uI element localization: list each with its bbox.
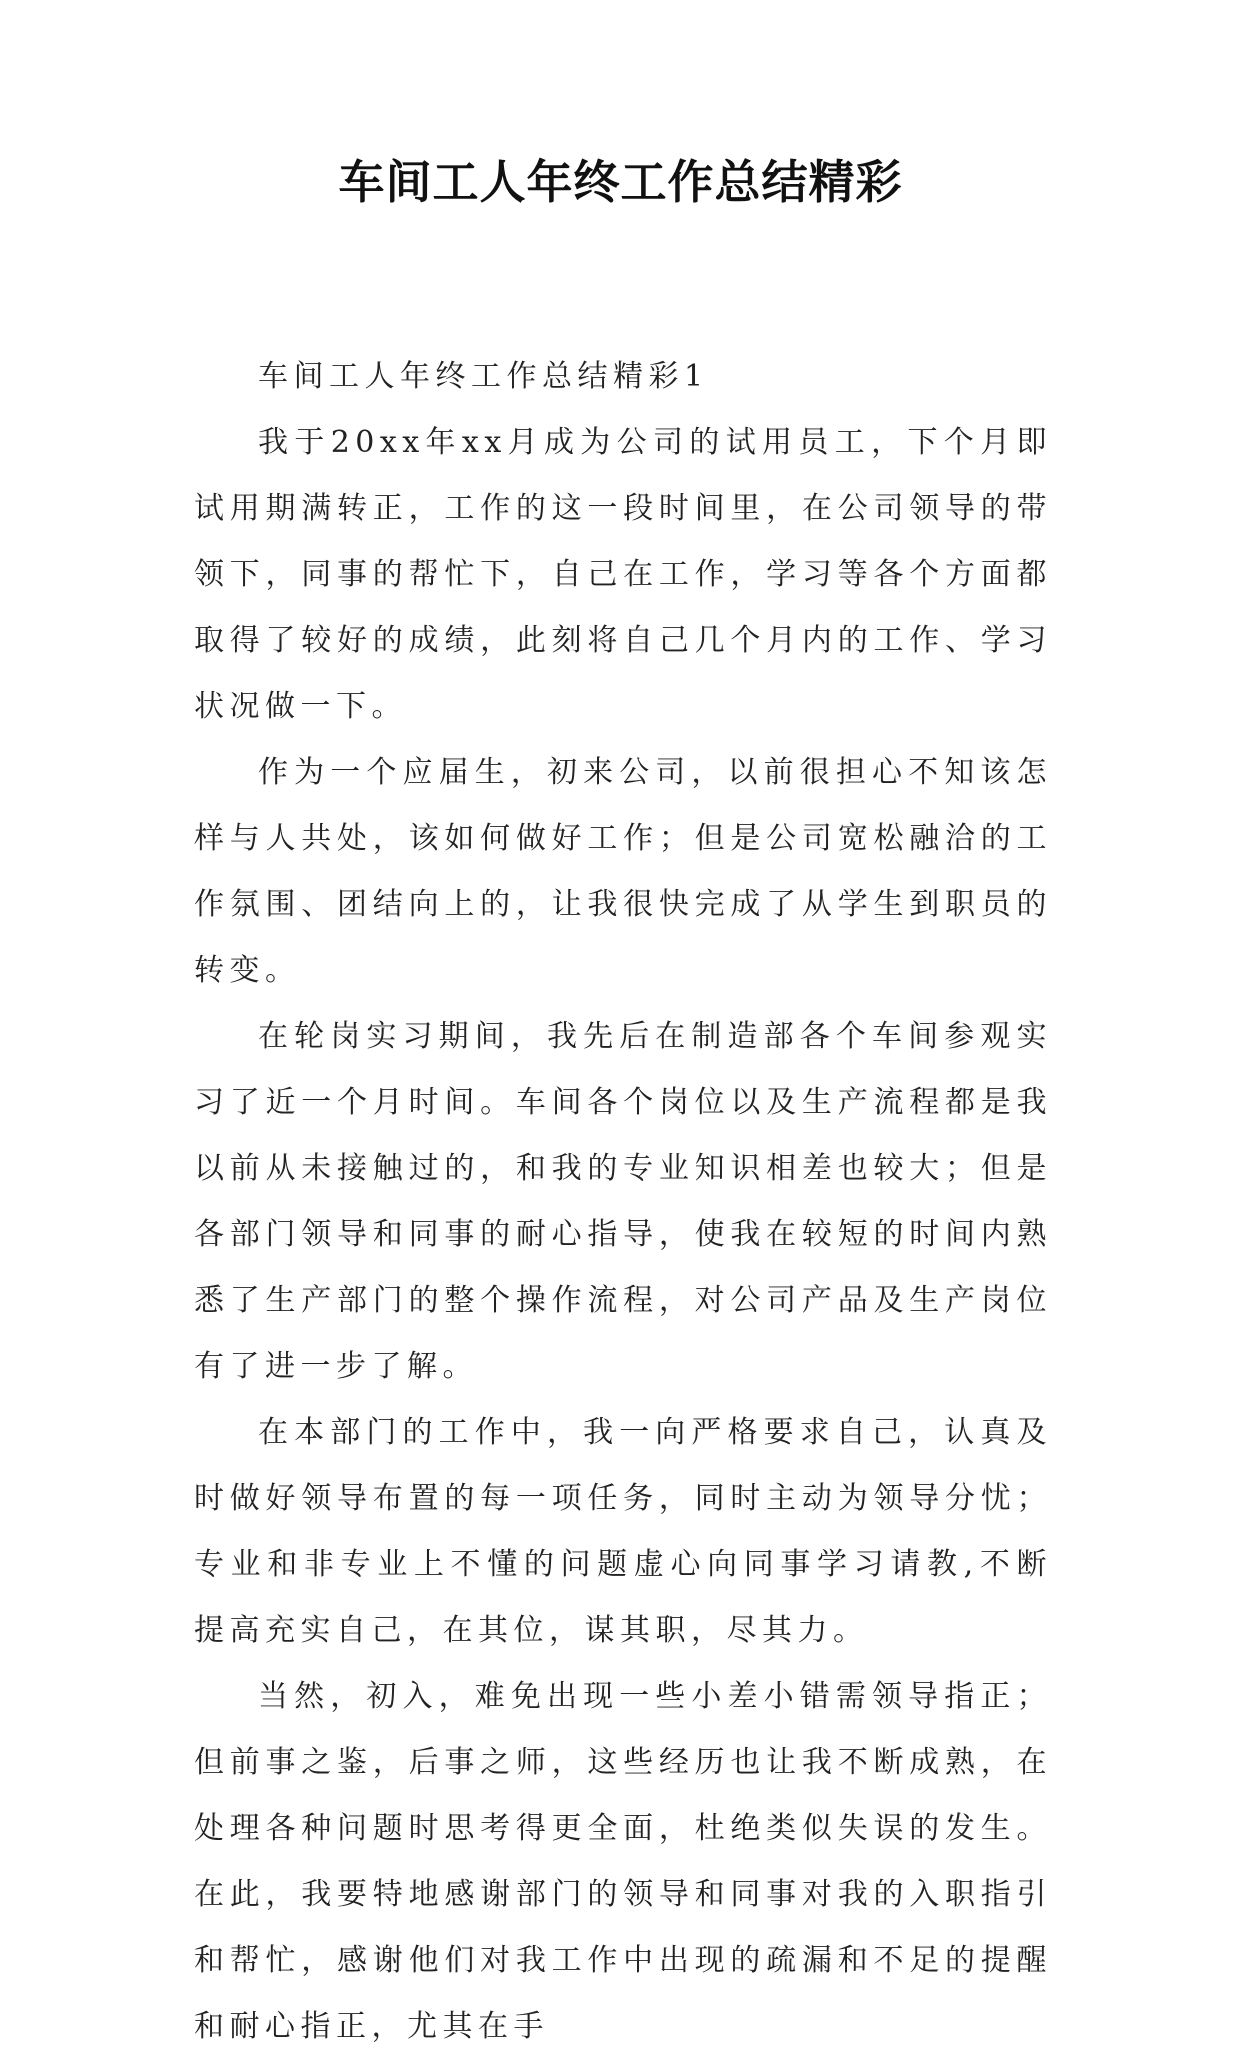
paragraph: 当然，初入，难免出现一些小差小错需领导指正；但前事之鉴，后事之师，这些经历也让我不断成熟，在处理各种问题时思考得更全面，杜绝类似失误的发生。在此，我要特地感谢部门的领导和同事对我的入职指引和帮忙，感谢他们对我工作中出现的疏漏和不足的提醒和耐心指正，尤其在手	[194, 1679, 1052, 2044]
document-title: 车间工人年终工作总结精彩	[338, 155, 903, 209]
section-heading: 车间工人年终工作总结精彩1	[258, 359, 709, 394]
paragraph: 作为一个应届生，初来公司，以前很担心不知该怎样与人共处，该如何做好工作；但是公司宽松融洽的工作氛围、团结向上的，让我很快完成了从学生到职员的转变。	[194, 755, 1052, 988]
paragraph: 在轮岗实习期间，我先后在制造部各个车间参观实习了近一个月时间。车间各个岗位以及生产流程都是我以前从未接触过的，和我的专业知识相差也较大；但是各部门领导和同事的耐心指导，使我在较短的时间内熟悉了生产部门的整个操作流程，对公司产品及生产岗位有了进一步了解。	[194, 1019, 1052, 1384]
paragraph: 在本部门的工作中，我一向严格要求自己，认真及时做好领导布置的每一项任务，同时主动为领导分忧；专业和非专业上不懂的问题虚心向同事学习请教,不断提高充实自己，在其位，谋其职，尽其力。	[194, 1415, 1052, 1648]
paragraph: 我于20xx年xx月成为公司的试用员工，下个月即试用期满转正，工作的这一段时间里，在公司领导的带领下，同事的帮忙下，自己在工作，学习等各个方面都取得了较好的成绩，此刻将自己几个月内的工作、学习状况做一下。	[194, 425, 1052, 724]
document-body	[194, 344, 1052, 2060]
